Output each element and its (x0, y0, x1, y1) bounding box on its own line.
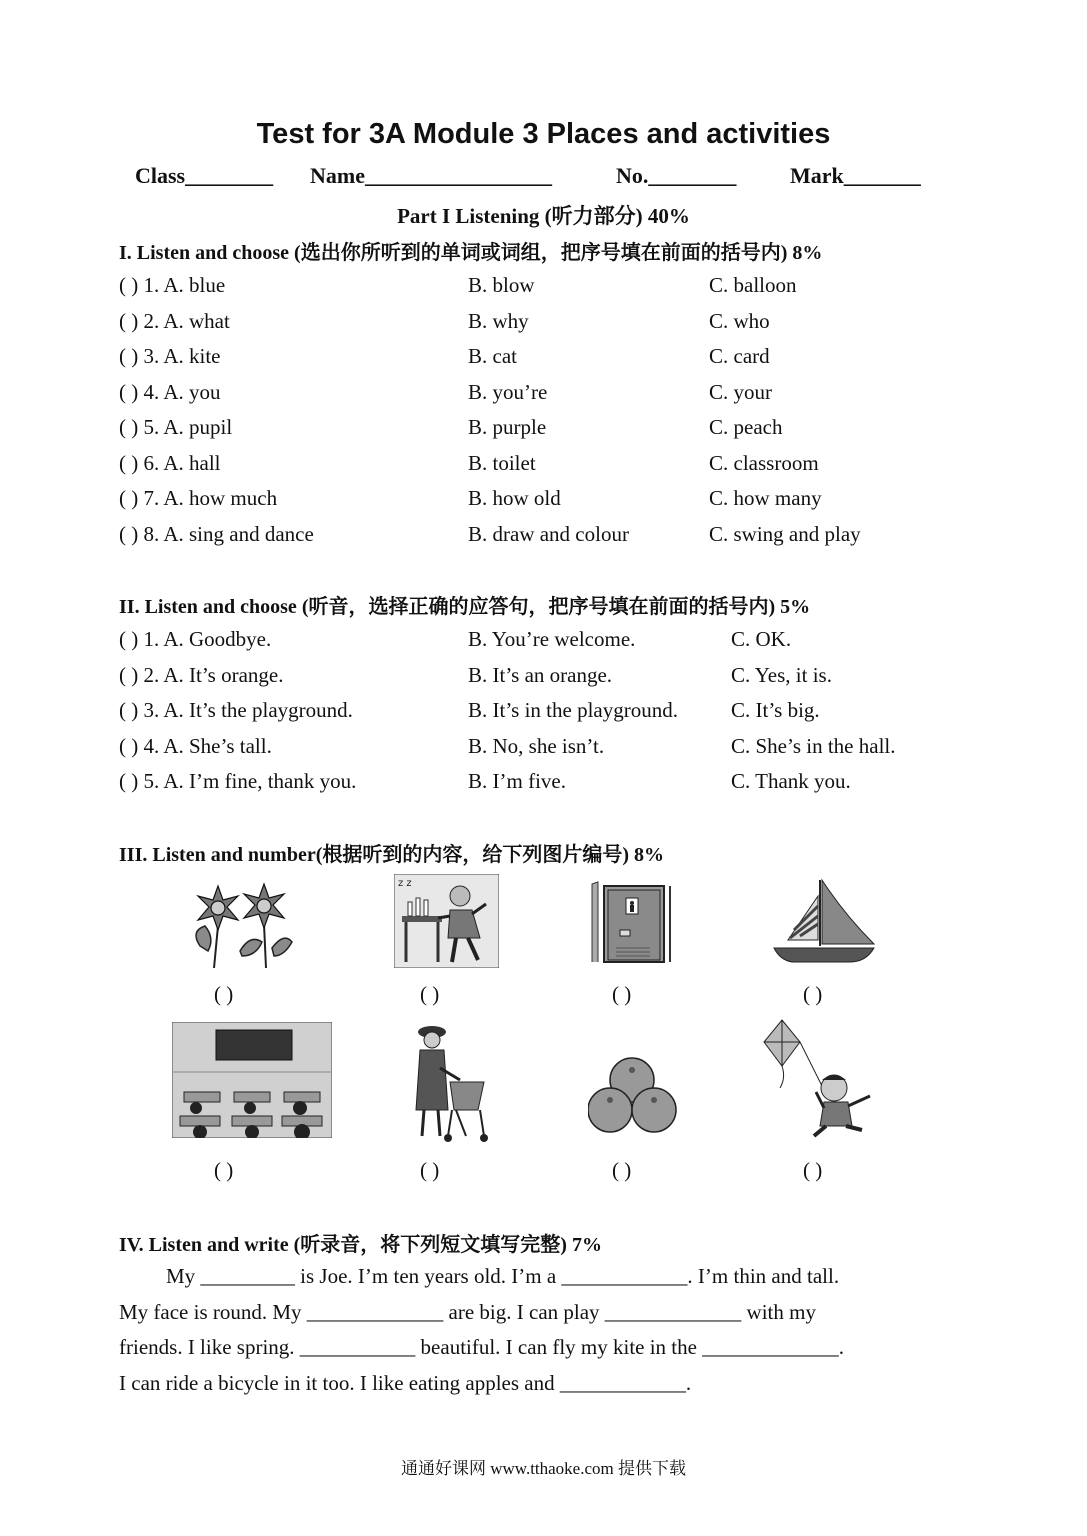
answer-paren[interactable]: ( ) (803, 982, 823, 1006)
question-option-c: C. swing and play (709, 521, 861, 546)
boy-with-kite-picture (762, 1018, 882, 1144)
question-option-b: B. No, she isn’t. (468, 733, 605, 758)
oranges-picture (588, 1056, 678, 1136)
answer-paren[interactable]: ( ) (214, 1158, 234, 1182)
flowers-picture (180, 876, 298, 970)
question-option-c: C. Thank you. (731, 769, 851, 793)
part-one-heading: Part I Listening (听力部分) 40% (397, 204, 690, 228)
name-field: Name_________________ (310, 163, 552, 188)
question-option-a[interactable]: ( ) 2. A. what (119, 308, 230, 333)
question-option-a[interactable]: ( ) 2. A. It’s orange. (119, 662, 284, 687)
question-option-c: C. balloon (709, 273, 797, 297)
answer-paren[interactable]: ( ) (803, 1158, 823, 1182)
question-option-c: C. how many (709, 486, 822, 510)
woman-shopping-picture (404, 1024, 488, 1144)
section-two-heading: II. Listen and choose (听音，选择正确的应答句，把序号填在前面的括号内) 5% (119, 596, 811, 618)
question-option-a[interactable]: ( ) 1. A. blue (119, 273, 226, 297)
passage-line: My _________ is Joe. I’m ten years old. I’m a ____________. I’m thin and tall. (166, 1264, 840, 1288)
question-option-b: B. I’m five. (468, 769, 566, 793)
toilet-door-picture (590, 880, 682, 964)
girl-singing-picture (394, 874, 499, 968)
number-field: No.________ (616, 163, 737, 188)
passage-line: My face is round. My _____________ are big. I can play _____________ with my (119, 1300, 816, 1324)
question-option-b: B. draw and colour (468, 521, 629, 546)
answer-paren[interactable]: ( ) (612, 1158, 632, 1182)
question-option-a[interactable]: ( ) 3. A. It’s the playground. (119, 698, 353, 722)
class-field: Class________ (135, 163, 274, 188)
answer-paren[interactable]: ( ) (214, 982, 234, 1006)
question-option-c: C. classroom (709, 450, 819, 475)
question-option-c: C. card (709, 344, 770, 368)
question-option-a[interactable]: ( ) 1. A. Goodbye. (119, 627, 272, 651)
sailboat-picture (770, 874, 878, 966)
question-option-b: B. toilet (468, 450, 536, 475)
question-option-c: C. Yes, it is. (731, 662, 832, 687)
question-option-a[interactable]: ( ) 5. A. pupil (119, 415, 233, 439)
question-option-b: B. It’s in the playground. (468, 698, 678, 722)
page-title: Test for 3A Module 3 Places and activities (256, 118, 831, 150)
question-option-b: B. how old (468, 486, 561, 510)
question-option-a[interactable]: ( ) 3. A. kite (119, 344, 221, 368)
answer-paren[interactable]: ( ) (420, 1158, 440, 1182)
section-one-heading: I. Listen and choose (选出你所听到的单词或词组，把序号填在前面的括号内) 8% (119, 242, 823, 264)
question-option-b: B. It’s an orange. (468, 662, 613, 687)
question-option-a[interactable]: ( ) 8. A. sing and dance (119, 521, 314, 546)
question-option-b: B. You’re welcome. (468, 627, 636, 651)
classroom-picture (172, 1022, 332, 1138)
section-three-heading: III. Listen and number(根据听到的内容，给下列图片编号) 8% (119, 844, 665, 866)
answer-paren[interactable]: ( ) (420, 982, 440, 1006)
passage-line: I can ride a bicycle in it too. I like eating apples and ____________. (119, 1371, 692, 1395)
section-four-heading: IV. Listen and write (听录音，将下列短文填写完整) 7% (119, 1234, 602, 1256)
question-option-b: B. cat (468, 344, 517, 368)
question-option-a[interactable]: ( ) 4. A. you (119, 379, 221, 404)
question-option-c: C. peach (709, 415, 783, 439)
question-option-c: C. It’s big. (731, 698, 820, 722)
question-option-a[interactable]: ( ) 4. A. She’s tall. (119, 733, 272, 758)
question-option-a[interactable]: ( ) 7. A. how much (119, 486, 278, 510)
question-option-c: C. your (709, 379, 772, 404)
question-option-c: C. OK. (731, 627, 792, 651)
passage-line: friends. I like spring. ___________ beautiful. I can fly my kite in the _____________. (119, 1335, 844, 1359)
question-option-b: B. purple (468, 415, 547, 439)
question-option-b: B. blow (468, 273, 535, 297)
question-option-c: C. who (709, 308, 770, 333)
question-option-a[interactable]: ( ) 6. A. hall (119, 450, 221, 475)
question-option-c: C. She’s in the hall. (731, 733, 896, 758)
mark-field: Mark_______ (790, 163, 921, 188)
question-option-b: B. why (468, 308, 529, 333)
footer-text: 通通好课网 www.tthaoke.com 提供下载 (400, 1459, 687, 1478)
svg-text:z z: z z (398, 878, 412, 889)
question-option-b: B. you’re (468, 379, 548, 404)
question-option-a[interactable]: ( ) 5. A. I’m fine, thank you. (119, 769, 357, 793)
answer-paren[interactable]: ( ) (612, 982, 632, 1006)
